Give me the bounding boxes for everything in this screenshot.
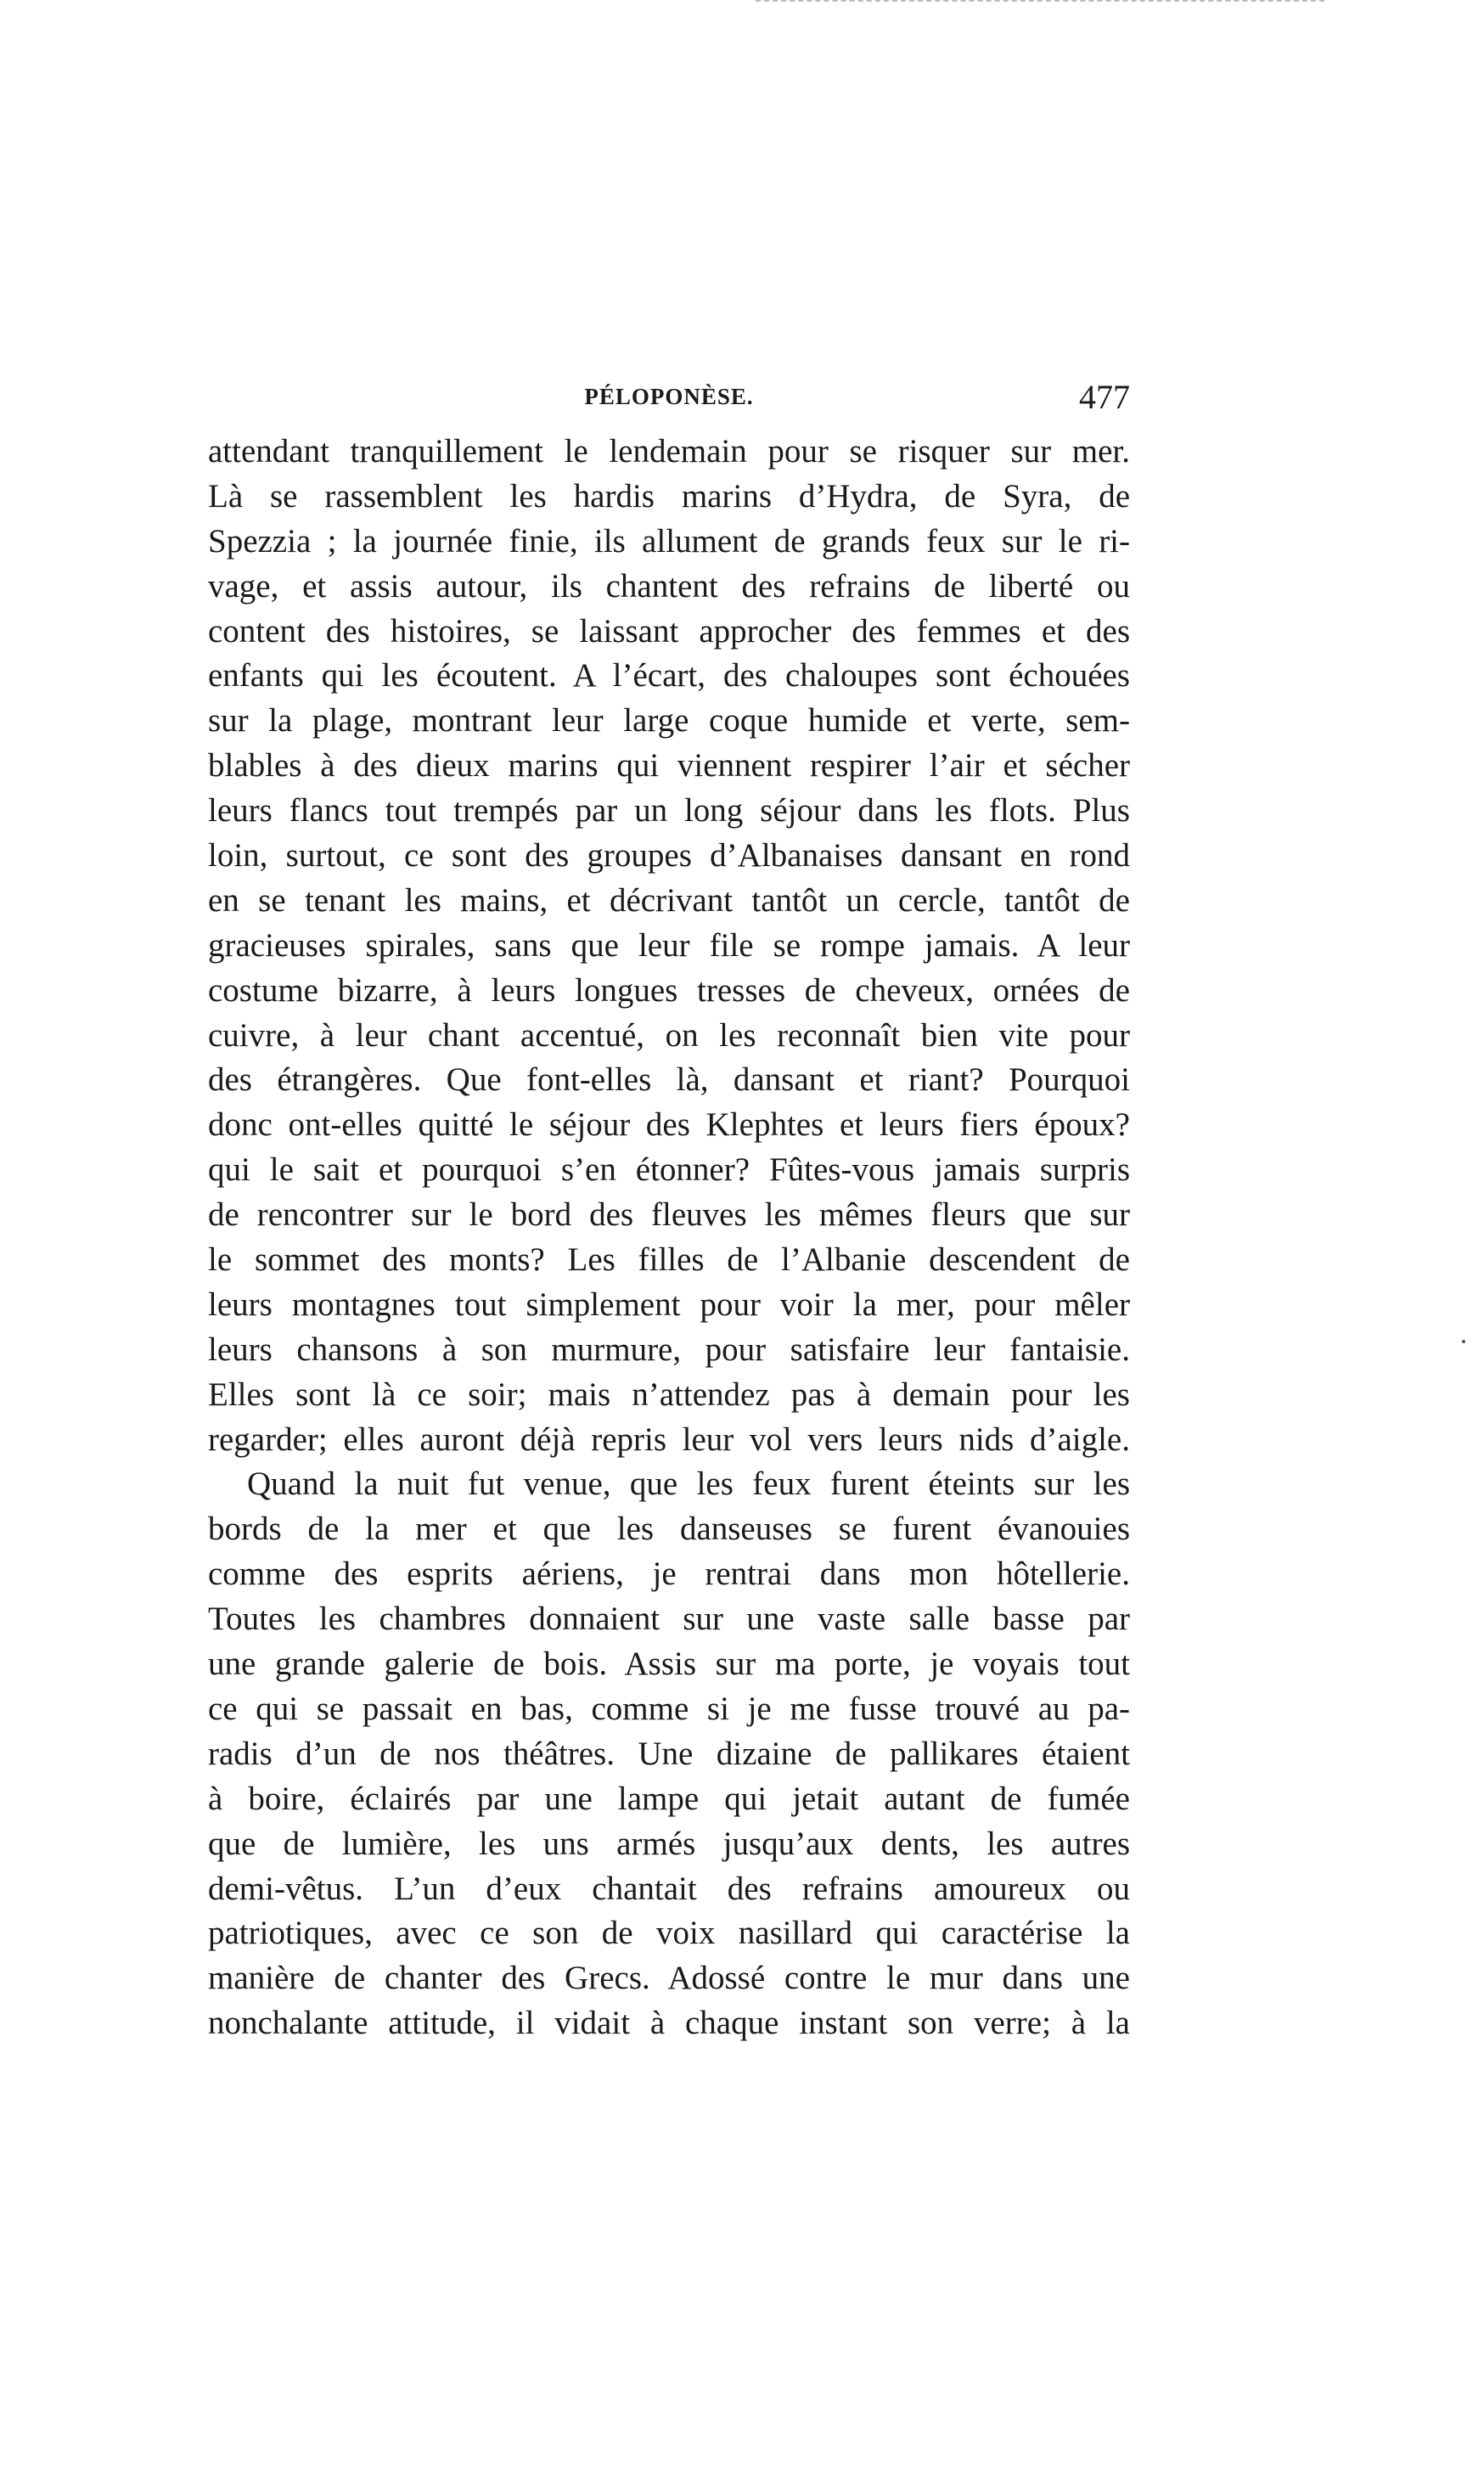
text-line: Elles sont là ce soir; mais n’attendez pas à demain pour les — [208, 1376, 1130, 1413]
text-line: Quand la nuit fut venue, que les feux furent éteints sur les — [247, 1466, 1130, 1503]
page-number: 477 — [1079, 378, 1130, 416]
text-line: vage, et assis autour, ils chantent des refrains de liberté ou — [208, 567, 1130, 605]
text-line: nonchalante attitude, il vidait à chaque instant son verre; à la — [208, 2005, 1130, 2042]
text-line: sur la plage, montrant leur large coque humide et verte, sem- — [208, 702, 1130, 740]
scan-edge-artifact — [756, 0, 1324, 3]
text-line: manière de chanter des Grecs. Adossé contre le mur dans une — [208, 1960, 1130, 1997]
body-text — [208, 430, 1130, 2046]
text-line: Toutes les chambres donnaient sur une vaste salle basse par — [208, 1601, 1130, 1638]
text-line: costume bizarre, à leurs longues tresses de cheveux, ornées de — [208, 971, 1130, 1009]
text-line: des étrangères. Que font-elles là, dansant et riant? Pourquoi — [208, 1061, 1130, 1099]
text-line: loin, surtout, ce sont des groupes d’Albanaises dansant en rond — [208, 837, 1130, 875]
text-line: enfants qui les écoutent. A l’écart, des chaloupes sont échouées — [208, 657, 1130, 695]
scan-speck — [1462, 1340, 1465, 1343]
text-line: cuivre, à leur chant accentué, on les reconnaît bien vite pour — [208, 1016, 1130, 1054]
text-line: ce qui se passait en bas, comme si je me fusse trouvé au pa- — [208, 1690, 1130, 1727]
text-line: leurs chansons à son murmure, pour satisfaire leur fantaisie. — [208, 1331, 1130, 1368]
text-line: leurs montagnes tout simplement pour voir la mer, pour mêler — [208, 1286, 1130, 1323]
text-line: blables à des dieux marins qui viennent respirer l’air et sécher — [208, 747, 1130, 785]
text-line: comme des esprits aériens, je rentrai dans mon hôtellerie. — [208, 1556, 1130, 1593]
text-line: que de lumière, les uns armés jusqu’aux dents, les autres — [208, 1825, 1130, 1862]
page-header — [208, 377, 1130, 416]
text-line: regarder; elles auront déjà repris leur vol vers leurs nids d’aigle. — [208, 1421, 1130, 1458]
text-line: Spezzia ; la journée finie, ils allument de grands feux sur le ri- — [208, 522, 1130, 560]
text-line: Là se rassemblent les hardis marins d’Hydra, de Syra, de — [208, 477, 1130, 515]
text-line: à boire, éclairés par une lampe qui jetait autant de fumée — [208, 1780, 1130, 1817]
text-line: en se tenant les mains, et décrivant tantôt un cercle, tantôt de — [208, 881, 1130, 919]
text-line: le sommet des monts? Les filles de l’Albanie descendent de — [208, 1241, 1130, 1279]
text-line: patriotiques, avec ce son de voix nasillard qui caractérise la — [208, 1915, 1130, 1952]
text-line: de rencontrer sur le bord des fleuves les mêmes fleurs que sur — [208, 1196, 1130, 1234]
running-title: PÉLOPONÈSE. — [584, 384, 754, 409]
text-line: une grande galerie de bois. Assis sur ma porte, je voyais tout — [208, 1646, 1130, 1683]
text-line: donc ont-elles quitté le séjour des Klephtes et leurs fiers époux? — [208, 1106, 1130, 1144]
text-line: leurs flancs tout trempés par un long séjour dans les flots. Plus — [208, 792, 1130, 830]
text-line: radis d’un de nos théâtres. Une dizaine de pallikares étaient — [208, 1735, 1130, 1772]
text-line: content des histoires, se laissant approcher des femmes et des — [208, 612, 1130, 650]
text-line: demi-vêtus. L’un d’eux chantait des refrains amoureux ou — [208, 1870, 1130, 1907]
text-line: qui le sait et pourquoi s’en étonner? Fûtes-vous jamais surpris — [208, 1151, 1130, 1189]
text-line: bords de la mer et que les danseuses se furent évanouies — [208, 1511, 1130, 1548]
text-line: gracieuses spirales, sans que leur file se rompe jamais. A leur — [208, 926, 1130, 964]
text-line: attendant tranquillement le lendemain pour se risquer sur mer. — [208, 433, 1130, 470]
